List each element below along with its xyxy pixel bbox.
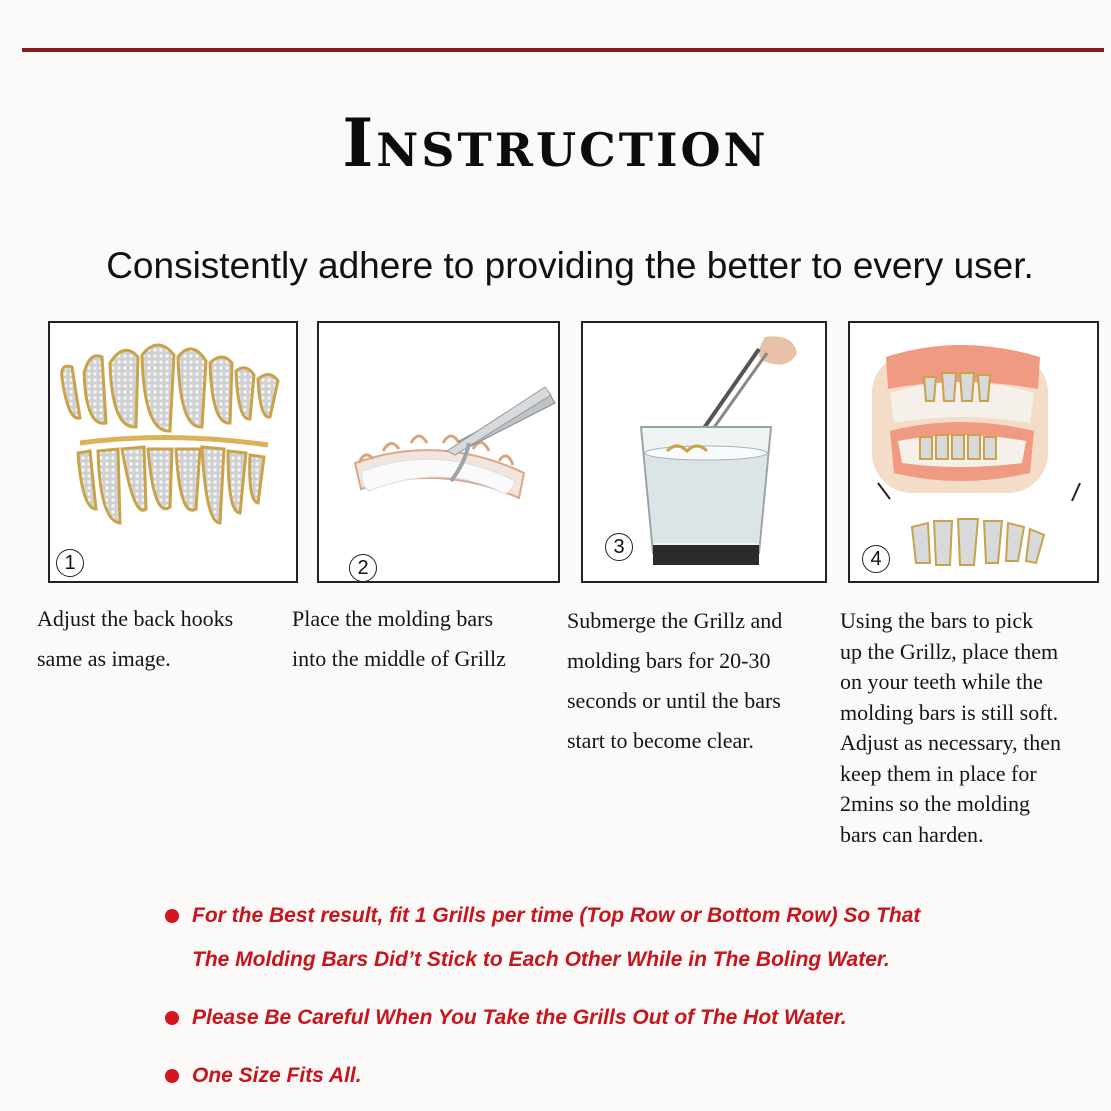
- step-3-image: [581, 321, 827, 583]
- note-3-line: One Size Fits All.: [192, 1064, 362, 1087]
- top-divider: [22, 48, 1104, 52]
- step-4-line: 2mins so the molding: [840, 791, 1031, 816]
- step-2-image: [317, 321, 560, 583]
- step-4-image: [848, 321, 1099, 583]
- step-4-text: [840, 606, 1061, 850]
- step-3-line: seconds or until the bars: [567, 688, 781, 713]
- step-1-line: Adjust the back hooks: [37, 606, 234, 631]
- step-2-line: Place the molding bars: [292, 606, 494, 631]
- step-4-number: 4: [862, 545, 890, 573]
- step-4-line: up the Grillz, place them: [840, 638, 1059, 664]
- note-1-line: For the Best result, fit 1 Grills per time (Top Row or Bottom Row) So That: [192, 904, 921, 927]
- step-2-line: into the middle of Grillz: [292, 646, 506, 671]
- step-1-image: [48, 321, 298, 583]
- note-3: [192, 1054, 362, 1098]
- note-1-line: The Molding Bars Did’t Stick to Each Other While in The Boling Water.: [192, 948, 890, 971]
- step-3-line: start to become clear.: [567, 728, 754, 753]
- step-3-line: molding bars for 20-30: [567, 648, 771, 673]
- page-title: Instruction: [342, 104, 769, 182]
- step-3-text: [567, 601, 782, 761]
- denture-model-illustration: [850, 323, 1099, 583]
- tweezers-molding-illustration: [319, 323, 560, 583]
- note-1: [192, 894, 920, 982]
- step-2-number: 2: [349, 554, 377, 582]
- step-4-line: molding bars is still soft.: [840, 699, 1059, 725]
- step-1-number: 1: [56, 549, 84, 577]
- grillz-set-illustration: [50, 323, 298, 583]
- step-4-line: bars can harden.: [840, 821, 984, 847]
- page-subtitle: Consistently adhere to providing the better to every user.: [106, 245, 1034, 286]
- step-2-text: [292, 599, 506, 679]
- note-2: [192, 996, 847, 1040]
- step-3-number: 3: [605, 533, 633, 561]
- note-2-line: Please Be Careful When You Take the Grills Out of The Hot Water.: [192, 1006, 847, 1029]
- step-3-line: Submerge the Grillz and: [567, 608, 783, 633]
- step-4-line: Adjust as necessary, then: [840, 730, 1061, 755]
- step-4-line: keep them in place for: [840, 760, 1037, 786]
- step-4-line: Using the bars to pick: [840, 608, 1034, 633]
- step-4-line: on your teeth while the: [840, 669, 1043, 694]
- bullet-dot-icon: [165, 1069, 179, 1083]
- bullet-dot-icon: [165, 1011, 179, 1025]
- step-1-line: same as image.: [37, 646, 171, 671]
- step-1-text: [37, 599, 233, 679]
- bullet-dot-icon: [165, 909, 179, 923]
